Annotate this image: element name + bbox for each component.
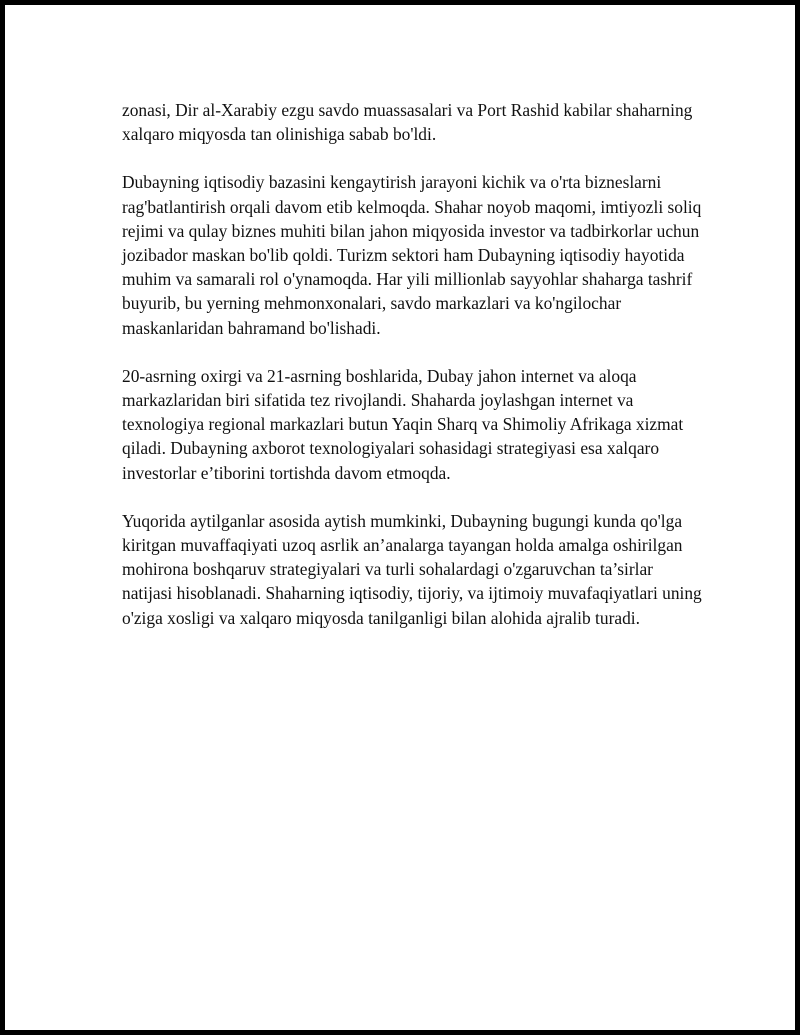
paragraph-1: zonasi, Dir al-Xarabiy ezgu savdo muassasalari va Port Rashid kabilar shaharning xalqaro miqyosda tan olinishiga sabab bo'ldi. xyxy=(122,100,693,145)
document-body xyxy=(122,98,702,654)
paragraph-4: Yuqorida aytilganlar asosida aytish mumkinki, Dubayning bugungi kunda qo'lga kiritgan muvaffaqiyati uzoq asrlik an’analarga tayangan holda amalga oshirilgan mohirona boshqaruv strategiyalari va turli sohalardagi o'zgaruvchan ta’sirlar natijasi hisoblanadi. Shaharning iqtisodiy, tijoriy, va ijtimoiy muvafaqiyatlari uning o'ziga xosligi va xalqaro miqyosda tanilganligi bilan alohida ajralib turadi. xyxy=(122,510,702,628)
paragraph-2: Dubayning iqtisodiy bazasini kengaytirish jarayoni kichik va o'rta bizneslarni rag'batlantirish orqali davom etib kelmoqda. Shahar noyob maqomi, imtiyozli soliq rejimi va qulay biznes muhiti bilan jahon miqyosida investor va tadbirkorlar uchun jozibador maskan bo'lib qoldi. Turizm sektori ham Dubayning iqtisodiy hayotida muhim va samarali rol o'ynamoqda. Har yili millionlab sayyohlar shaharga tashrif buyurib, bu yerning mehmonxonalari, savdo markazlari va ko'ngilochar maskanlaridan bahramand bo'lishadi. xyxy=(122,172,702,338)
paragraph-3: 20-asrning oxirgi va 21-asrning boshlarida, Dubay jahon internet va aloqa markazlaridan biri sifatida tez rivojlandi. Shaharda joylashgan internet va texnologiya regional markazlari butun Yaqin Sharq va Shimoliy Afrikaga xizmat qiladi. Dubayning axborot texnologiyalari sohasidagi strategiyasi esa xalqaro investorlar e’tiborini tortishda davom etmoqda. xyxy=(122,365,684,483)
